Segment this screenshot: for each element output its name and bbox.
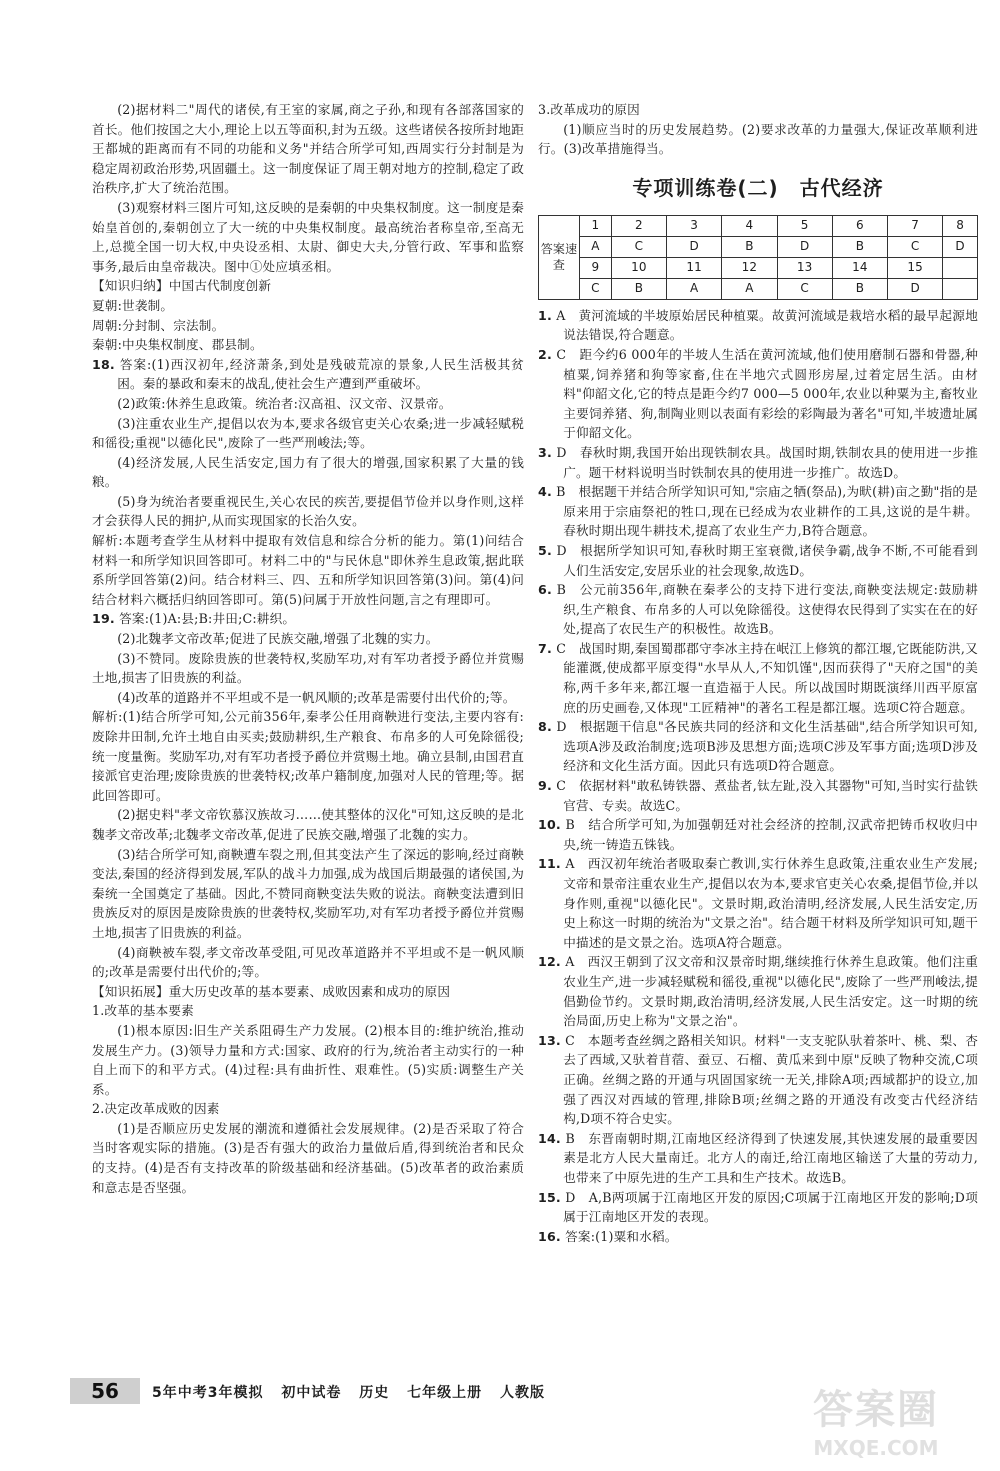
paragraph-text: B 东晋南朝时期,江南地区经济得到了快速发展,其快速发展的最重要因素是北方人民大量南迁。北方人的南迁,给江南地区输送了大量的劳动力,也带来了中原先进的生产工具和生产技术。故选B。 xyxy=(563,1130,978,1185)
paragraph xyxy=(92,1001,524,1021)
paragraph-text: 解析:(1)结合所学可知,公元前356年,秦孝公任用商鞅进行变法,主要内容有:废除井田制,允许土地自由买卖;鼓励耕织,生产粮食、布帛多的人可免除徭役;统一度量衡。奖励军功,对有军功者授予爵位并赏赐土地。确立县制,由国君直接派官吏治理;废除贵族的世袭特权;改革户籍制度,加强对人民的管理;等。据此回答即可。 xyxy=(92,709,524,803)
question-number-cell: 11 xyxy=(667,257,722,278)
question-number-cell: 7 xyxy=(888,215,943,236)
question-number: 1. xyxy=(538,307,552,323)
question-number-cell: 9 xyxy=(580,257,612,278)
edition: 人教版 xyxy=(499,1385,545,1401)
paragraph xyxy=(538,815,978,854)
question-number: 2. xyxy=(538,346,552,362)
paragraph xyxy=(92,276,524,296)
paragraph xyxy=(92,629,524,649)
question-number-cell xyxy=(943,257,978,278)
paragraph xyxy=(538,306,978,345)
paragraph xyxy=(92,296,524,316)
answer-cell: C xyxy=(580,278,612,299)
answer-table-label: 答案速查 xyxy=(539,215,580,299)
paragraph xyxy=(92,1099,524,1119)
paragraph-text: (2)据材料二"周代的诸侯,有王室的家属,商之子孙,和现有各部落国家的首长。他们按国之大小,理论上以五等面积,封为五级。这些诸侯各按所封地距王都城的距离而有不同的功能和义务"并结合所学可知,西周实行分封制是为稳定周初政治形势,巩固疆土。这一制度保证了周王朝对地方的控制,稳定了政治秩序,扩大了统治范围。 xyxy=(92,102,524,196)
paragraph-text: (2)据史料"孝文帝钦慕汉族故习……使其整体的汉化"可知,这反映的是北魏孝文帝改革;北魏孝文帝改革,促进了民族交融,增强了北魏的实力。 xyxy=(92,807,524,842)
question-number: 18. xyxy=(92,356,115,372)
paragraph-text: 解析:本题考查学生从材料中提取有效信息和综合分析的能力。第(1)问结合材料一和所学知识回答即可。材料二中的"与民休息"即休养生息政策,据此联系所学回答第(2)问。结合材料三、四、五和所学知识回答第(3)问。第(4)问结合材料六概括归纳回答即可。第(5)问属于开放性问题,言之有理即可。 xyxy=(92,533,524,607)
question-number: 12. xyxy=(538,954,561,970)
paragraph-text: D 根据题干信息"各民族共同的经济和文化生活基础",结合所学知识可知,选项A涉及政治制度;选项B涉及思想方面;选项C涉及军事方面;选项D涉及经济和文化生活方面。因此只有选项D符合题意。 xyxy=(556,719,978,774)
paragraph-text: 夏朝:世袭制。 xyxy=(92,297,174,313)
paragraph xyxy=(92,453,524,492)
paragraph-text: D A,B两项属于江南地区开发的原因;C项属于江南地区开发的影响;D项属于江南地区开发的表现。 xyxy=(563,1189,978,1225)
paragraph-text: 【知识拓展】重大历史改革的基本要素、成败因素和成功的原因 xyxy=(92,983,451,999)
paragraph-text: (3)观察材料三图片可知,这反映的是秦朝的中央集权制度。这一制度是秦始皇首创的,秦朝创立了大一统的中央集权制度。最高统治者称皇帝,至高无上,总揽全国一切大权,中央设丞相、太尉、御史大夫,分管行政、军事和监察事务,最后由皇帝裁决。图中①处应填丞相。 xyxy=(92,199,524,274)
answer-cell: B xyxy=(611,278,666,299)
paragraph-text: 答案:(1)粟和水稻。 xyxy=(565,1228,678,1244)
page-number: 56 xyxy=(70,1378,140,1404)
paragraph xyxy=(538,443,978,482)
paragraph-text: (4)改革的道路并不平坦或不是一帆风顺的;改革是需要付出代价的;等。 xyxy=(117,689,516,705)
question-number: 7. xyxy=(538,640,552,656)
answer-cell: B xyxy=(832,236,887,257)
question-number-cell: 5 xyxy=(777,215,832,236)
paragraph-text: (5)身为统治者要重视民生,关心农民的疾苦,要提倡节俭并以身作则,这样才会获得人民的拥护,从而实现国家的长治久安。 xyxy=(92,493,524,529)
right-top-section xyxy=(538,100,978,159)
question-number-cell: 6 xyxy=(832,215,887,236)
answer-cell: B xyxy=(832,278,887,299)
paragraph xyxy=(92,845,524,943)
paragraph-text: B 公元前356年,商鞅在秦孝公的支持下进行变法,商鞅变法规定:鼓励耕织,生产粮食、布帛多的人可以免除徭役。这使得农民得到了实实在在的好处,提高了农民生产的积极性。故选B。 xyxy=(556,582,978,637)
paragraph-text: (3)结合所学可知,商鞅遭车裂之刑,但其变法产生了深远的影响,经过商鞅变法,秦国的经济得到发展,军队的战斗力加强,成为战国后期最强的诸侯国,为秦统一全国奠定了基础。因此,不赞同商鞅变法失败的说法。商鞅变法遭到旧贵族反对的原因是废除贵族的世袭特权,奖励军功,对有军功者授予爵位并赏赐土地,损害了旧贵族的利益。 xyxy=(92,846,524,940)
answer-cell: A xyxy=(667,278,722,299)
paragraph-text: D 春秋时期,我国开始出现铁制农具。战国时期,铁制农具的使用进一步推广。题干材料说明当时铁制农具的使用进一步推广。故选D。 xyxy=(556,444,978,480)
answer-cell: A xyxy=(722,278,777,299)
table-row xyxy=(539,278,978,299)
question-number: 13. xyxy=(538,1032,561,1048)
paragraph xyxy=(92,100,524,198)
paragraph xyxy=(92,649,524,688)
series-name: 5年中考3年模拟 xyxy=(152,1385,264,1401)
question-number-cell: 15 xyxy=(888,257,943,278)
paragraph-text: 答案:(1)西汉初年,经济萧条,到处是残破荒凉的景象,人民生活极其贫困。秦的暴政和秦末的战乱,使社会生产遭到严重破坏。 xyxy=(117,356,524,392)
paragraph xyxy=(92,355,524,394)
paragraph xyxy=(92,335,524,355)
paragraph-text: 秦朝:中央集权制度、郡县制。 xyxy=(92,337,263,353)
paragraph-text: A 黄河流域的半坡原始居民种植粟。故黄河流域是栽培水稻的最早起源地说法错误,符合题意。 xyxy=(556,307,978,343)
paragraph xyxy=(92,609,524,629)
question-number-cell: 10 xyxy=(611,257,666,278)
question-number-cell: 4 xyxy=(722,215,777,236)
paragraph-text: (3)注重农业生产,提倡以农为本,要求各级官吏关心农桑;进一步减轻赋税和徭役;重视"以德化民",废除了一些严刑峻法;等。 xyxy=(92,415,524,451)
question-number: 3. xyxy=(538,444,552,460)
answer-cell: C xyxy=(611,236,666,257)
paragraph xyxy=(538,1129,978,1188)
paragraph xyxy=(538,776,978,815)
answer-cell: C xyxy=(777,278,832,299)
paragraph-text: 3.改革成功的原因 xyxy=(538,102,640,117)
paragraph xyxy=(538,952,978,1030)
answer-cell: C xyxy=(888,236,943,257)
paragraph-text: A 西汉初年统治者吸取秦亡教训,实行休养生息政策,注重农业生产发展;文帝和景帝注重农业生产,提倡以农为本,要求官吏关心农桑,提倡节俭,并以身作则,重视"以德化民"。文景时期,政治清明,经济发展,人民生活安定,历史上称这一时期的统治为"文景之治"。结合题干材料及所学知识可知,题干中描述的是文景之治。选项A符合题意。 xyxy=(563,856,978,950)
paragraph-text: (4)商鞅被车裂,孝文帝改革受阻,可见改革道路并不平坦或不是一帆风顺的;改革是需要付出代价的;等。 xyxy=(92,944,524,980)
paragraph xyxy=(92,805,524,844)
paragraph xyxy=(538,345,978,443)
question-number: 15. xyxy=(538,1189,561,1205)
subject: 历史 xyxy=(359,1385,390,1401)
paragraph xyxy=(538,1188,978,1227)
paragraph-text: (3)不赞同。废除贵族的世袭特权,奖励军功,对有军功者授予爵位并赏赐土地,损害了旧贵族的利益。 xyxy=(92,650,524,686)
answer-cell: A xyxy=(580,236,612,257)
answer-cell: D xyxy=(777,236,832,257)
question-number: 9. xyxy=(538,778,552,794)
question-number-cell: 2 xyxy=(611,215,666,236)
paragraph xyxy=(538,100,978,120)
paragraph-text: 答案:(1)A:县;B:井田;C:耕织。 xyxy=(119,611,296,627)
paragraph xyxy=(92,707,524,805)
paragraph xyxy=(538,1031,978,1129)
section-title: 专项训练卷(二) 古代经济 xyxy=(632,175,884,200)
watermark-logo: 答案圈 xyxy=(813,1387,939,1433)
grade: 七年级上册 xyxy=(407,1385,483,1401)
paragraph-text: (1)根本原因:旧生产关系阻碍生产力发展。(2)根本目的:维护统治,推动发展生产力。(3)领导力量和方式:国家、政府的行为,统治者主动实行的一种自上而下的和平方式。(4)过程:具有曲折性、艰难性。(5)实质:调整生产关系。 xyxy=(92,1022,524,1097)
paragraph-text: (2)政策:休养生息政策。统治者:汉高祖、汉文帝、汉景帝。 xyxy=(117,395,452,411)
paragraph xyxy=(538,120,978,159)
paragraph-text: 周朝:分封制、宗法制。 xyxy=(92,317,225,333)
question-number: 5. xyxy=(538,542,552,558)
paragraph xyxy=(92,943,524,982)
paragraph xyxy=(92,1119,524,1197)
paragraph-text: (1)是否顺应历史发展的潮流和遵循社会发展规律。(2)是否采取了符合当时客观实际的措施。(3)是否有强大的政治力量做后盾,得到统治者和民众的支持。(4)是否有支持改革的阶级基础和经济基础。(5)改革者的政治素质和意志是否坚强。 xyxy=(92,1120,524,1195)
question-number-cell: 13 xyxy=(777,257,832,278)
paragraph-text: C 本题考查丝绸之路相关知识。材料"一支支驼队驮着茶叶、桃、梨、杏去了西域,又驮着苜蓿、蚕豆、石榴、黄瓜来到中原"反映了物种交流,C项正确。丝绸之路的开通与巩固国家统一无关,排除A项;西域都护的设立,加强了西汉对西域的管理,排除B项;丝绸之路的开通没有改变古代经济结构,D项不符合史实。 xyxy=(563,1032,978,1127)
paragraph xyxy=(538,854,978,952)
paragraph-text: 1.改革的基本要素 xyxy=(92,1003,194,1019)
paragraph xyxy=(92,316,524,336)
watermark xyxy=(776,1384,976,1462)
question-number-cell: 3 xyxy=(667,215,722,236)
paragraph-text: D 根据所学知识可知,春秋时期王室衰微,诸侯争霸,战争不断,不可能看到人们生活安定,安居乐业的社会现象,故选D。 xyxy=(556,542,978,578)
paragraph xyxy=(92,492,524,531)
paragraph-text: B 根据题干并结合所学知识可知,"宗庙之牺(祭品),为畎(耕)亩之勤"指的是原来用于宗庙祭祀的牲口,现在已经成为农业耕作的工具,这说的是牛耕。春秋时期出现牛耕技术,提高了农业生产力,B符合题意。 xyxy=(556,484,978,539)
answer-cell: D xyxy=(667,236,722,257)
paragraph xyxy=(92,414,524,453)
table-row xyxy=(539,236,978,257)
paragraph-text: 2.决定改革成败的因素 xyxy=(92,1101,220,1117)
table-row xyxy=(539,257,978,278)
paragraph-text: C 依据材料"敢私铸铁器、煮盐者,钛左趾,没入其器物"可知,当时实行盐铁官营、专卖。故选C。 xyxy=(556,778,978,813)
question-number: 19. xyxy=(92,611,115,627)
right-bottom-section xyxy=(538,306,978,1247)
paragraph-text: (1)顺应当时的历史发展趋势。(2)要求改革的力量强大,保证改革顺利进行。(3)改革措施得当。 xyxy=(538,121,978,157)
book-series xyxy=(152,1382,557,1402)
answer-cell: D xyxy=(943,236,978,257)
paragraph xyxy=(92,531,524,609)
paragraph xyxy=(538,1227,978,1247)
question-number-cell: 1 xyxy=(580,215,612,236)
question-number: 16. xyxy=(538,1228,561,1244)
paragraph-text: C 距今约6 000年的半坡人生活在黄河流域,他们使用磨制石器和骨器,种植粟,饲养猪和狗等家畜,住在半地穴式圆形房屋,过着定居生活。由材料"仰韶文化,它的特点是距今约7 000—5 000年,农业以种粟为主,畜牧业主要饲养猪、狗,制陶业则以表面有彩绘的彩陶最为著名"可知,半坡遗址属于仰韶文化。 xyxy=(556,346,978,441)
watermark-url: MXQE.COM xyxy=(813,1436,939,1460)
table-row xyxy=(539,215,978,236)
paragraph-text: A 西汉王朝到了汉文帝和汉景帝时期,继续推行休养生息政策。他们注重农业生产,进一步减轻赋税和徭役,重视"以德化民",废除了一些严刑峻法,提倡勤俭节约。文景时期,政治清明,经济发展,人民生活安定。这一时期的统治局面,历史上称为"文景之治"。 xyxy=(563,954,978,1029)
paragraph xyxy=(92,198,524,276)
paragraph xyxy=(92,1021,524,1099)
question-number: 6. xyxy=(538,582,552,598)
answer-cell: D xyxy=(888,278,943,299)
paragraph xyxy=(92,982,524,1002)
paragraph-text: (4)经济发展,人民生活安定,国力有了很大的增强,国家积累了大量的钱粮。 xyxy=(92,454,524,490)
paper-type: 初中试卷 xyxy=(281,1385,342,1401)
answer-cell: B xyxy=(722,236,777,257)
answer-table xyxy=(538,215,978,300)
right-column xyxy=(538,100,978,1246)
question-number: 11. xyxy=(538,856,561,872)
paragraph xyxy=(538,717,978,776)
paragraph xyxy=(92,688,524,708)
paragraph xyxy=(538,639,978,717)
question-number-cell: 8 xyxy=(943,215,978,236)
paragraph-text: (2)北魏孝文帝改革;促进了民族交融,增强了北魏的实力。 xyxy=(117,631,439,647)
question-number-cell: 12 xyxy=(722,257,777,278)
question-number: 4. xyxy=(538,484,552,500)
paragraph-text: B 结合所学可知,为加强朝廷对社会经济的控制,汉武帝把铸币权收归中央,统一铸造五铢钱。 xyxy=(563,817,978,852)
paragraph xyxy=(538,580,978,639)
paragraph-text: 【知识归纳】中国古代制度创新 xyxy=(92,278,272,294)
question-number: 8. xyxy=(538,719,552,735)
question-number: 14. xyxy=(538,1130,561,1146)
paragraph xyxy=(92,394,524,414)
paragraph xyxy=(538,482,978,541)
question-number-cell: 14 xyxy=(832,257,887,278)
paragraph xyxy=(538,541,978,580)
question-number: 10. xyxy=(538,817,561,833)
left-column xyxy=(92,100,524,1197)
answer-cell xyxy=(943,278,978,299)
paragraph-text: C 战国时期,秦国蜀郡郡守李冰主持在岷江上修筑的都江堰,它既能防洪,又能灌溉,使成都平原变得"水旱从人,不知饥馑",因而获得了"天府之国"的美称,两千多年来,都江堰一直造福于人民。所以战国时期既演绎川西平原富庶的历史画卷,又体现"工匠精神"的著名工程是都江堰。选项C符合题意。 xyxy=(556,640,978,715)
